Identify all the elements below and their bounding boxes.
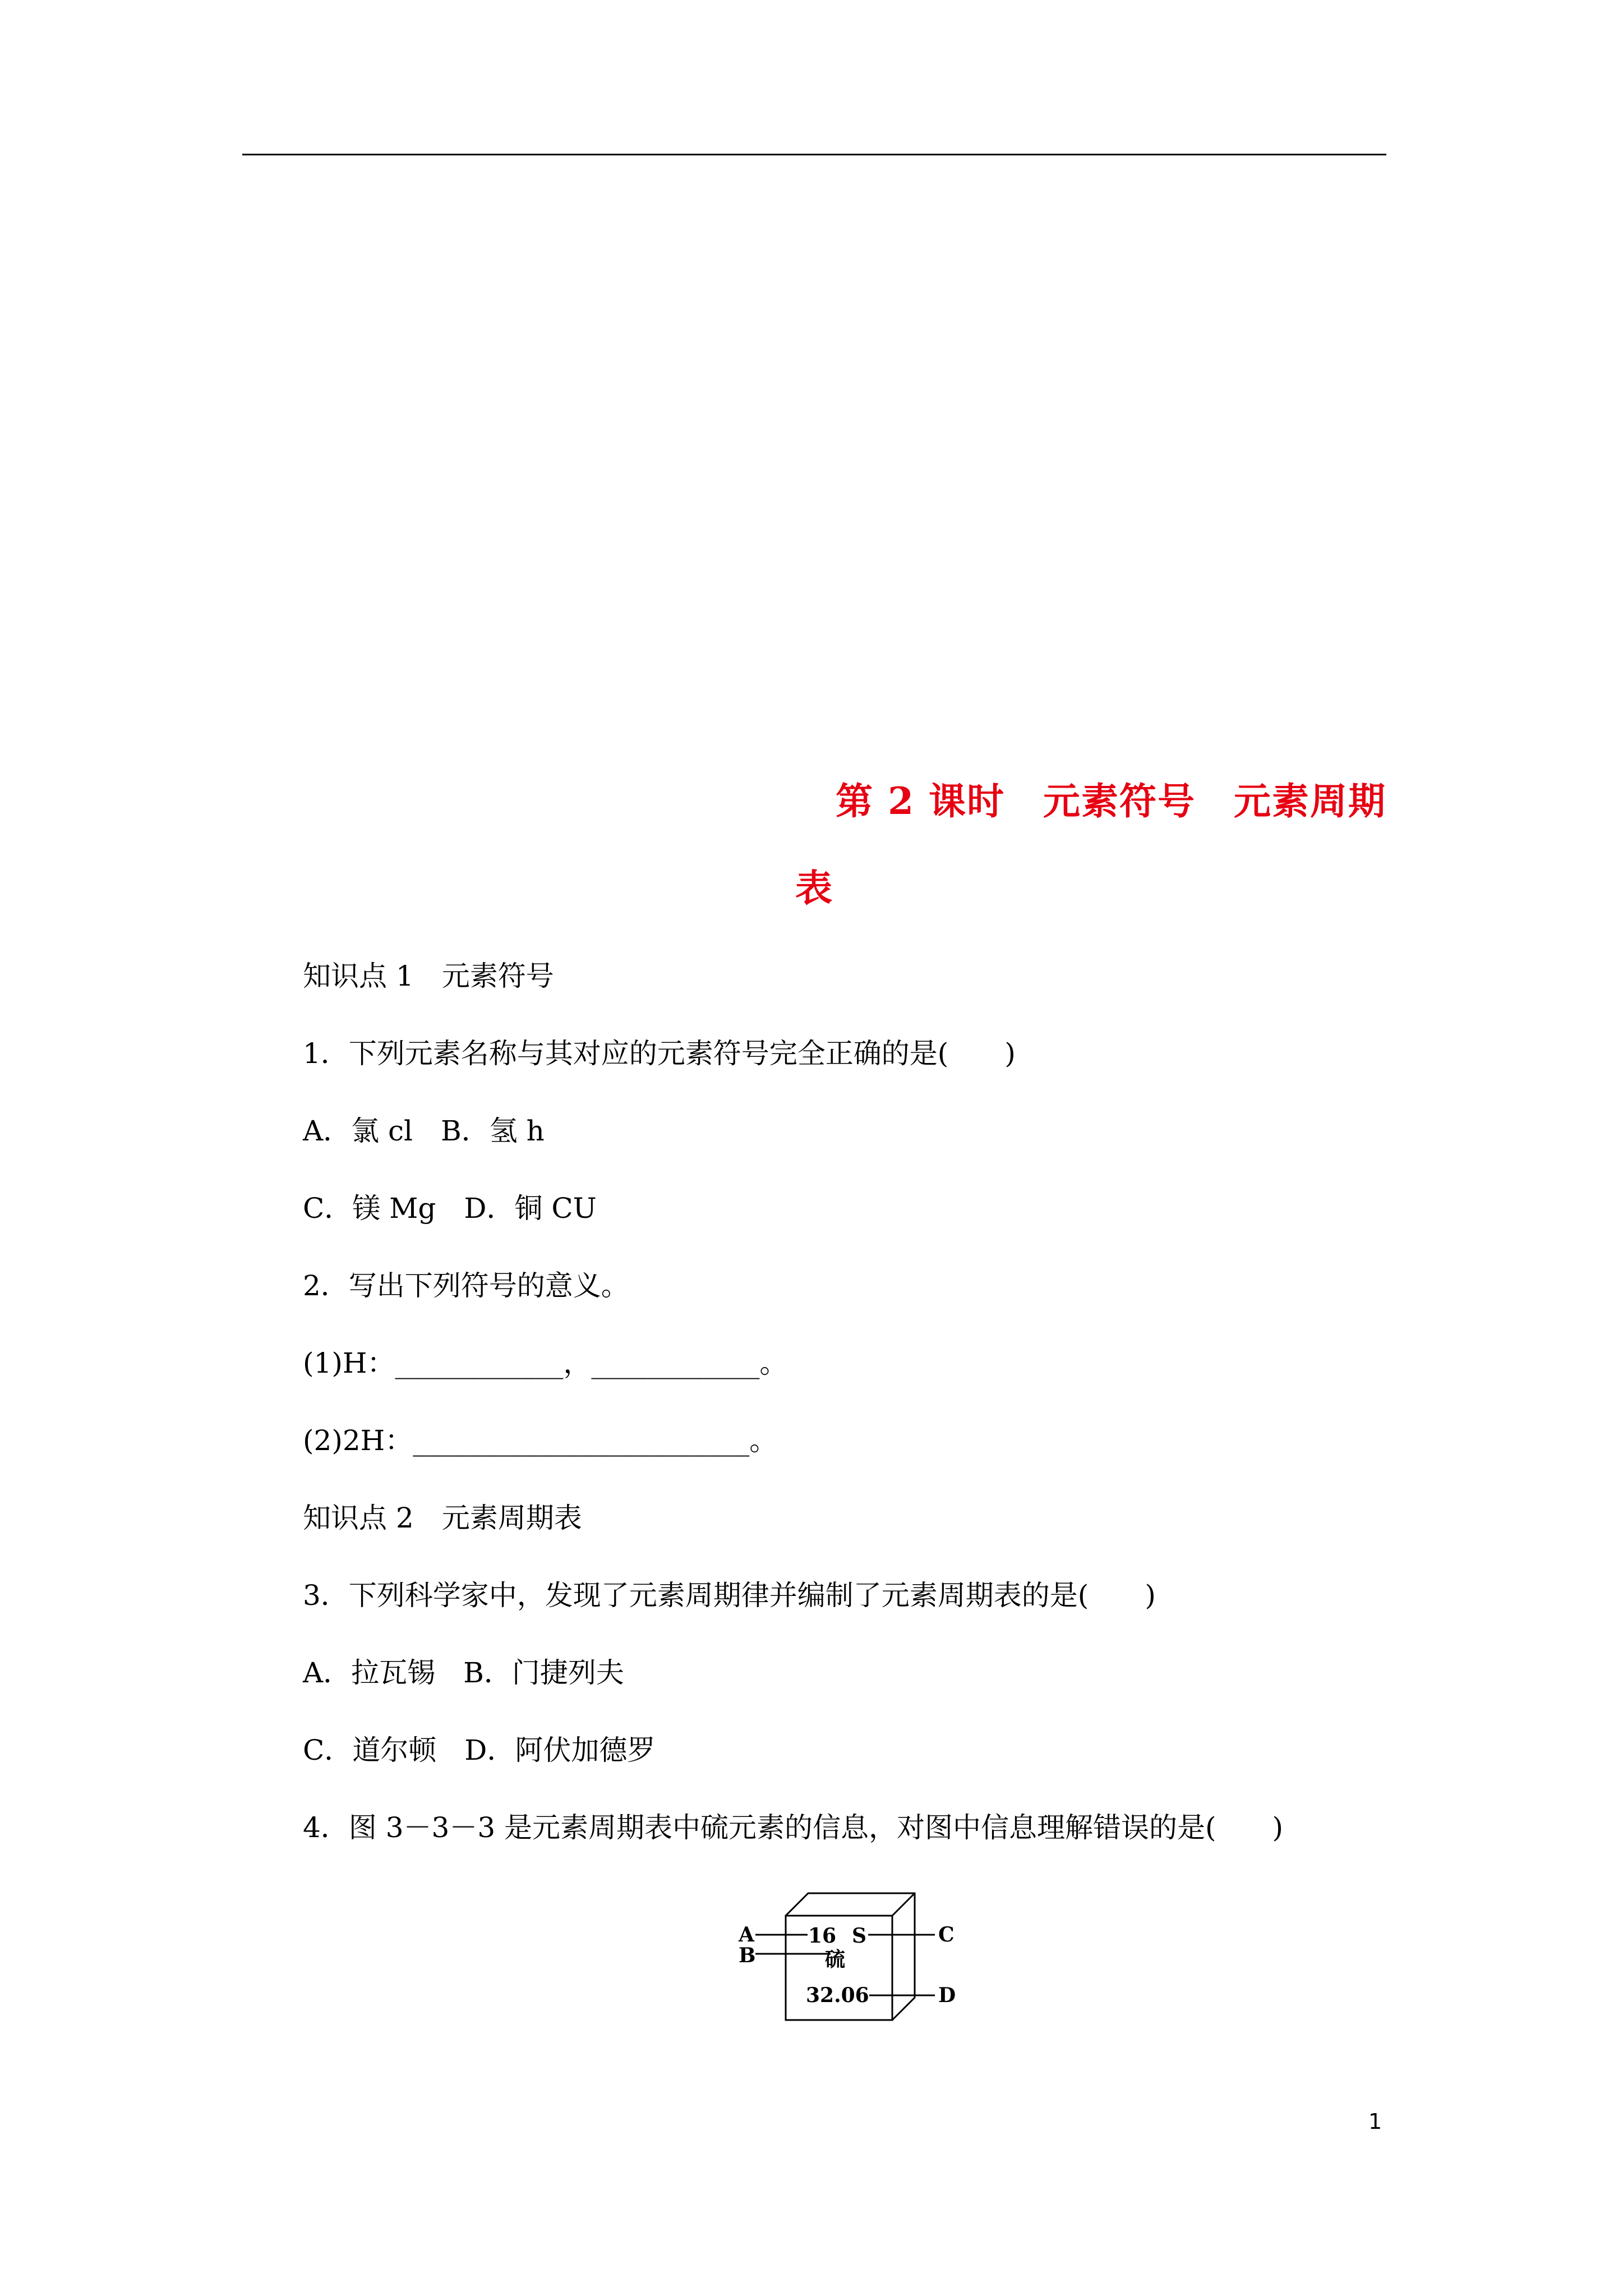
label-a: A (739, 1923, 754, 1947)
cube-top-edge (892, 1893, 915, 1916)
question-3: 3．下列科学家中，发现了元素周期律并编制了元素周期表的是( ) (303, 1579, 1156, 1612)
question-4: 4．图 3－3－3 是元素周期表中硫元素的信息，对图中信息理解错误的是( ) (303, 1811, 1284, 1844)
q1-options-cd: C．镁 Mg D．铜 CU (303, 1192, 597, 1225)
page-number: 1 (1368, 2109, 1382, 2134)
question-2: 2．写出下列符号的意义。 (303, 1269, 629, 1302)
atomic-number: 16 (808, 1924, 837, 1948)
atomic-mass: 32.06 (806, 1984, 869, 2007)
label-d: D (938, 1984, 956, 2007)
sulfur-element-diagram (726, 1882, 979, 2028)
header-rule (242, 154, 1386, 155)
element-symbol: S (852, 1924, 866, 1948)
lesson-title-line2: 表 (795, 866, 832, 910)
element-name: 硫 (825, 1948, 846, 1971)
section-heading-1: 知识点 1 元素符号 (303, 960, 554, 992)
q2-part-2: (2)2H：________________________。 (303, 1424, 778, 1457)
label-b: B (739, 1944, 756, 1967)
q1-options-ab: A．氯 cl B．氢 h (303, 1115, 545, 1147)
label-c: C (938, 1923, 955, 1947)
q3-options-ab: A．拉瓦锡 B．门捷列夫 (303, 1657, 624, 1689)
q3-options-cd: C．道尔顿 D．阿伏加德罗 (303, 1734, 656, 1766)
lesson-title-line1: 第 2 课时 元素符号 元素周期 (836, 779, 1386, 823)
question-1: 1．下列元素名称与其对应的元素符号完全正确的是( ) (303, 1037, 1016, 1070)
section-heading-2: 知识点 2 元素周期表 (303, 1502, 582, 1534)
q2-part-1: (1)H：____________，____________。 (303, 1347, 788, 1379)
